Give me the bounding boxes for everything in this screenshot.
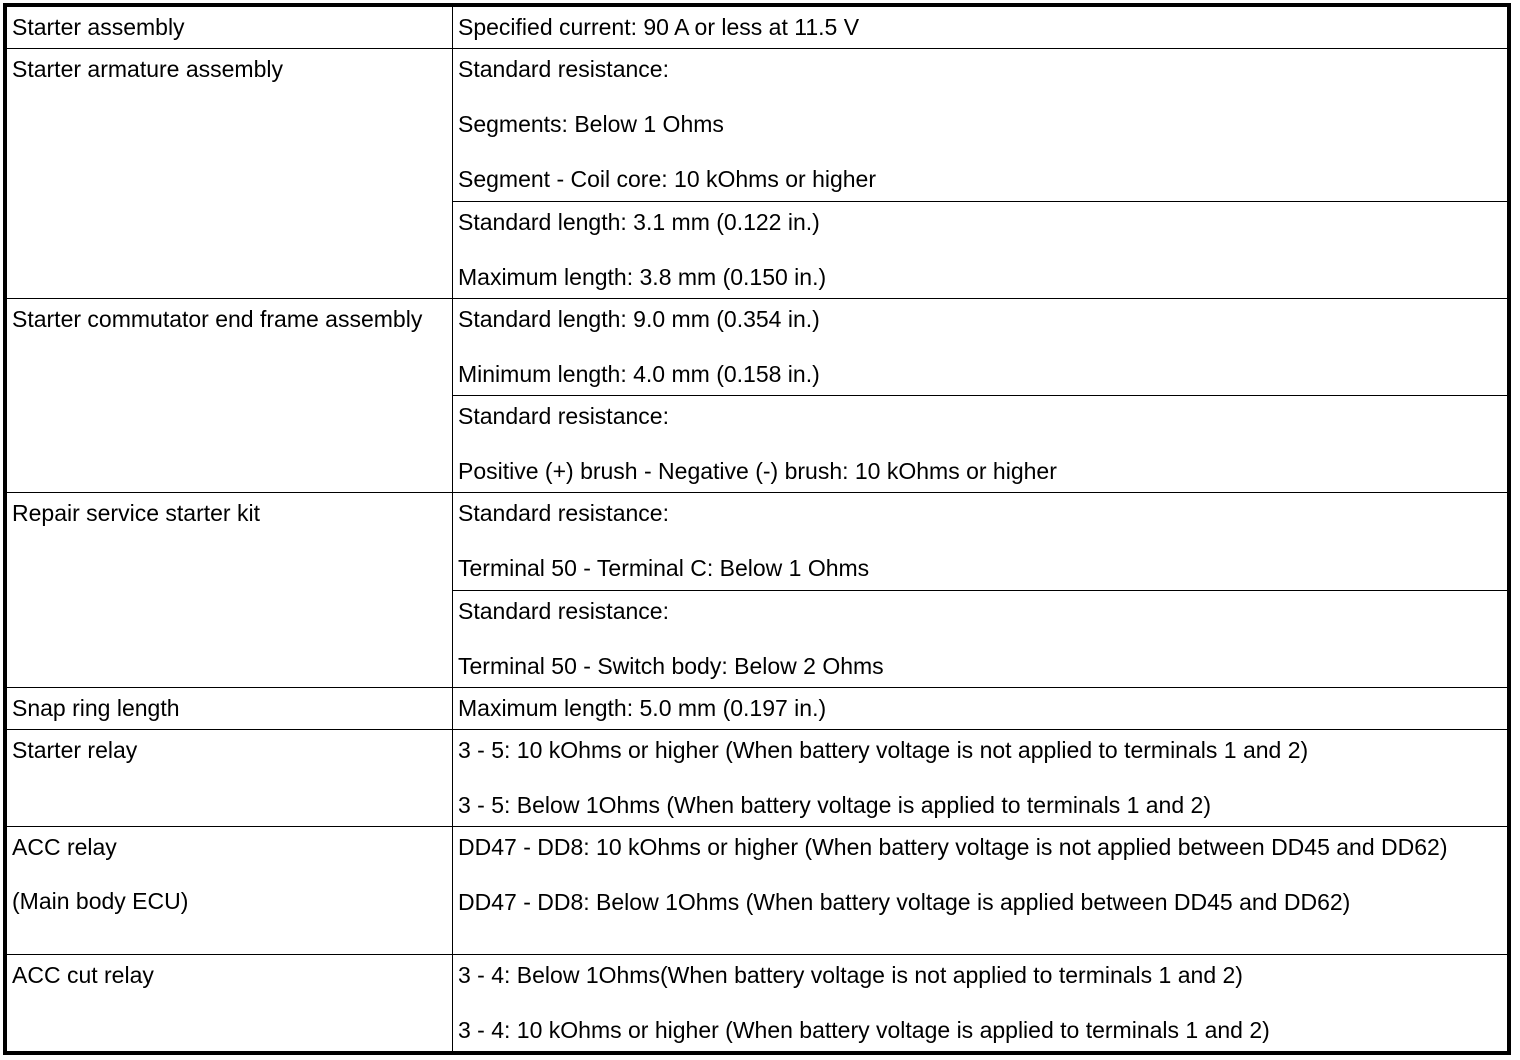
- row-value: [453, 590, 1508, 687]
- value-line: Maximum length: 3.8 mm (0.150 in.): [458, 263, 827, 290]
- row-label: Starter armature assembly: [7, 49, 453, 299]
- table-row: [7, 729, 1508, 826]
- row-value: [453, 729, 1508, 826]
- row-value: [453, 201, 1508, 298]
- value-line: Standard resistance:: [458, 500, 669, 527]
- value-line: Positive (+) brush - Negative (-) brush: 10 kOhms or higher: [458, 458, 1057, 485]
- row-label: Starter assembly: [7, 7, 453, 49]
- table-row: [7, 954, 1508, 1051]
- table-row: [7, 7, 1508, 49]
- value-line: Segments: Below 1 Ohms: [458, 111, 724, 138]
- value-line: Standard resistance:: [458, 56, 669, 83]
- row-value: [453, 827, 1508, 954]
- row-value: [453, 396, 1508, 493]
- row-value: [453, 493, 1508, 590]
- value-line: Specified current: 90 A or less at 11.5 V: [458, 14, 860, 40]
- row-label: Snap ring length: [7, 687, 453, 729]
- table-row: [7, 298, 1508, 395]
- row-label: ACC cut relay: [7, 954, 453, 1051]
- specification-table: [6, 6, 1508, 1052]
- row-value: [453, 7, 1508, 49]
- row-label: Starter commutator end frame assembly: [7, 298, 453, 493]
- value-line: 3 - 4: 10 kOhms or higher (When battery voltage is applied to terminals 1 and 2): [458, 1016, 1270, 1043]
- value-line: Terminal 50 - Switch body: Below 2 Ohms: [458, 652, 884, 679]
- value-line: Standard resistance:: [458, 403, 669, 430]
- value-line: Standard length: 9.0 mm (0.354 in.): [458, 305, 820, 332]
- value-line: 3 - 5: 10 kOhms or higher (When battery voltage is not applied to terminals 1 and 2): [458, 736, 1309, 763]
- label-line: ACC relay: [12, 834, 117, 861]
- value-line: 3 - 5: Below 1Ohms (When battery voltage is applied to terminals 1 and 2): [458, 791, 1211, 818]
- row-label: Repair service starter kit: [7, 493, 453, 688]
- row-label: [7, 827, 453, 954]
- table-row: [7, 493, 1508, 590]
- value-line: Minimum length: 4.0 mm (0.158 in.): [458, 360, 820, 387]
- value-line: Terminal 50 - Terminal C: Below 1 Ohms: [458, 555, 870, 582]
- row-value: [453, 298, 1508, 395]
- value-line: DD47 - DD8: 10 kOhms or higher (When battery voltage is not applied between DD45 and DD62): [458, 834, 1448, 861]
- table-row: [7, 49, 1508, 201]
- table-row: [7, 687, 1508, 729]
- value-line: Standard length: 3.1 mm (0.122 in.): [458, 208, 820, 235]
- row-label: Starter relay: [7, 729, 453, 826]
- value-line: Standard resistance:: [458, 597, 669, 624]
- value-line: 3 - 4: Below 1Ohms(When battery voltage is not applied to terminals 1 and 2): [458, 961, 1243, 988]
- value-line: Segment - Coil core: 10 kOhms or higher: [458, 166, 877, 193]
- row-value: [453, 49, 1508, 201]
- row-value: [453, 687, 1508, 729]
- value-line: Maximum length: 5.0 mm (0.197 in.): [458, 694, 827, 721]
- row-value: [453, 954, 1508, 1051]
- table-row: [7, 827, 1508, 954]
- value-line: DD47 - DD8: Below 1Ohms (When battery voltage is applied between DD45 and DD62): [458, 889, 1351, 916]
- label-subline: (Main body ECU): [12, 888, 189, 915]
